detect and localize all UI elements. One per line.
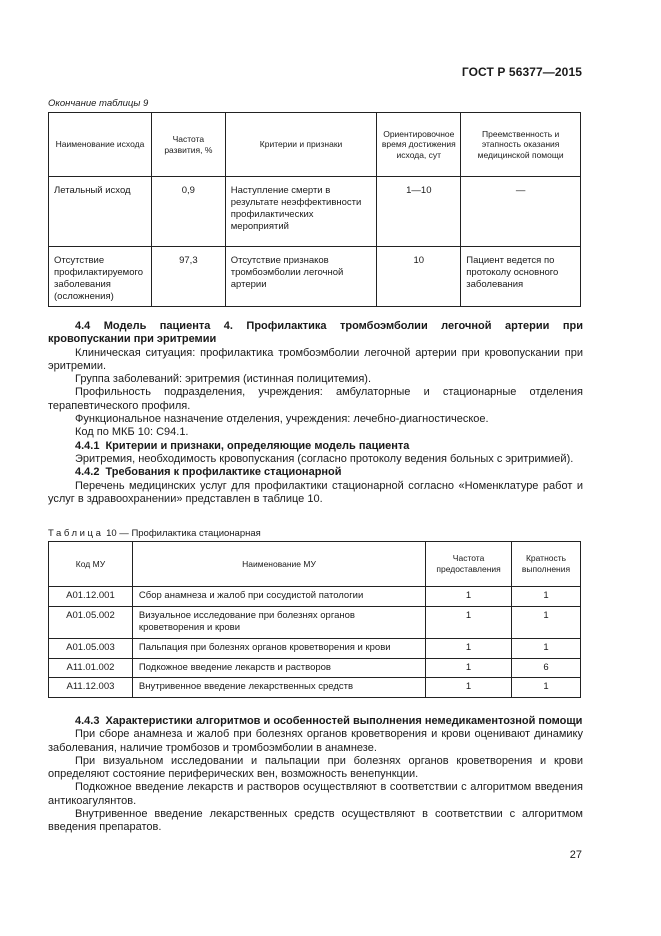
table9	[48, 112, 581, 307]
table-cell: 10	[377, 247, 461, 307]
paragraph: Эритремия, необходимость кровопускания (согласно протоколу ведения больных с эритримией).	[75, 452, 574, 465]
table-cell: А01.12.001	[49, 587, 133, 607]
table-row	[49, 247, 581, 307]
column-header: Преемственность и этапность оказания медицинской помощи	[461, 113, 581, 177]
table10-header-row	[49, 542, 581, 587]
table-cell: А01.05.003	[49, 638, 133, 658]
table-row	[49, 658, 581, 678]
subsection-heading	[48, 440, 583, 453]
subsection-title: Характеристики алгоритмов и особенностей выполнения немедикаментозной помощи	[105, 715, 583, 727]
table-cell: 1	[426, 638, 512, 658]
table-cell: Отсутствие профилактируемого заболевания (осложнения)	[49, 247, 152, 307]
table-cell: 1	[426, 658, 512, 678]
table-cell: Внутривенное введение лекарственных средств	[132, 678, 425, 698]
table-cell: А11.12.003	[49, 678, 133, 698]
subsection-title: Критерии и признаки, определяющие модель пациента	[105, 439, 410, 452]
table-cell: 1	[512, 638, 581, 658]
table9-caption: Окончание таблицы 9	[48, 98, 149, 109]
table-row	[49, 678, 581, 698]
table-cell: 1	[426, 587, 512, 607]
table10	[48, 541, 581, 698]
table-cell: Сбор анамнеза и жалоб при сосудистой патологии	[132, 587, 425, 607]
paragraph: Группа заболеваний: эритремия (истинная полицитемия).	[75, 373, 372, 386]
table-cell: А01.05.002	[49, 606, 133, 638]
subsection-number: 4.4.1	[75, 439, 100, 452]
page-number: 27	[569, 849, 582, 861]
column-header: Частота развития, %	[151, 113, 225, 177]
column-header: Критерии и признаки	[225, 113, 377, 177]
table-row	[49, 177, 581, 247]
table9-header-row	[49, 113, 581, 177]
table-cell: Визуальное исследование при болезнях органов кроветворения и крови	[132, 606, 425, 638]
paragraph: Код по МКБ 10: С94.1.	[75, 426, 189, 439]
section-4-4-3	[48, 715, 583, 835]
document-number: ГОСТ Р 56377—2015	[461, 65, 582, 79]
column-header: Частота предоставления	[426, 542, 512, 587]
table-cell: —	[461, 177, 581, 247]
column-header: Наименование исхода	[49, 113, 152, 177]
table-row	[49, 606, 581, 638]
table-row	[49, 638, 581, 658]
table-cell: Наступление смерти в результате неэффективности профилактических мероприятий	[225, 177, 377, 247]
table-cell: 1	[426, 606, 512, 638]
table10-caption	[48, 528, 261, 539]
table-row	[49, 587, 581, 607]
subsection-heading	[48, 715, 583, 728]
paragraph: Перечень медицинских услуг для профилактики стационарной согласно «Номенклатуре работ и услуг в здравоохранении» представлен в таблице 10.	[48, 479, 583, 505]
table-cell: 97,3	[151, 247, 225, 307]
table-cell: 1	[512, 606, 581, 638]
table-cell: Пациент ведется по протоколу основного заболевания	[461, 247, 581, 307]
column-header: Наименование МУ	[132, 542, 425, 587]
subsection-number: 4.4.2	[75, 466, 100, 479]
paragraph: При сборе анамнеза и жалоб при болезнях органов кроветворения и крови оценивают динамику заболевания, наличие тромбозов и тромбоэмболии в анамнезе.	[48, 728, 583, 754]
subsection-number: 4.4.3	[75, 715, 100, 727]
table-cell: Подкожное введение лекарств и растворов	[132, 658, 425, 678]
table10-caption-word: Таблица	[48, 528, 104, 539]
paragraph: Профильность подразделения, учреждения: амбулаторные и стационарные отделения терапевтического профиля.	[48, 386, 583, 412]
table-cell: 6	[512, 658, 581, 678]
subsection-heading	[48, 466, 583, 479]
section-heading: 4.4 Модель пациента 4. Профилактика тромбоэмболии легочной артерии при кровопускании при эритремии	[48, 320, 583, 346]
column-header: Ориентировочное время достижения исхода, сут	[377, 113, 461, 177]
table-cell: Пальпация при болезнях органов кроветворения и крови	[132, 638, 425, 658]
paragraph: Внутривенное введение лекарственных средств осуществляют в соответствии с алгоритмом введения препаратов.	[48, 808, 583, 834]
section-4-4	[48, 320, 583, 506]
paragraph: Функциональное назначение отделения, учреждения: лечебно-диагностическое.	[75, 413, 489, 426]
table-cell: 1	[512, 678, 581, 698]
paragraph: При визуальном исследовании и пальпации при болезнях органов кроветворения и крови определяют состояние периферических вен, возможность венепункции.	[48, 754, 583, 781]
table-cell: 1	[512, 587, 581, 607]
table-cell: Летальный исход	[49, 177, 152, 247]
table-cell: 1	[426, 678, 512, 698]
paragraph: Подкожное введение лекарств и растворов осуществляют в соответствии с алгоритмом введения антикоагулянтов.	[48, 781, 583, 807]
subsection-title: Требования к профилактике стационарной	[105, 466, 342, 479]
column-header: Код МУ	[49, 542, 133, 587]
column-header: Кратность выполнения	[512, 542, 581, 587]
table-cell: 0,9	[151, 177, 225, 247]
table-cell: 1—10	[377, 177, 461, 247]
table10-caption-title: 10 — Профилактика стационарная	[106, 528, 261, 539]
table-cell: Отсутствие признаков тромбоэмболии легочной артерии	[225, 247, 377, 307]
paragraph: Клиническая ситуация: профилактика тромбоэмболии легочной артерии при кровопускании при эритремии.	[48, 346, 583, 372]
table-cell: А11.01.002	[49, 658, 133, 678]
